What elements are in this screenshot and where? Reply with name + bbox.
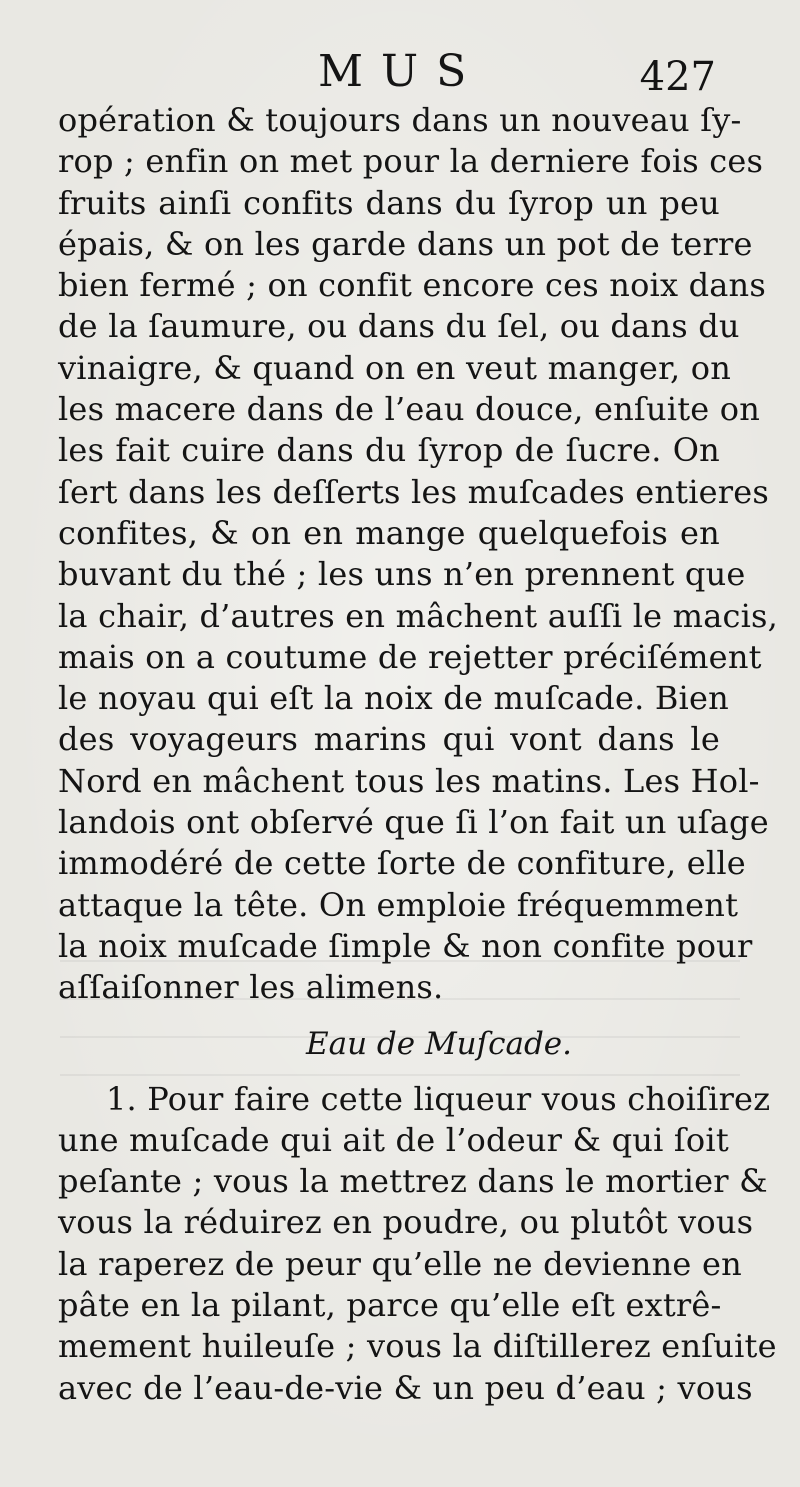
page-header: [60, 42, 716, 102]
text-line: de la ſaumure, ou dans du ſel, ou dans du: [58, 307, 740, 346]
text-line: épais, & on les garde dans un pot de terre: [58, 224, 753, 263]
text-line: buvant du thé ; les uns n’en prennent que: [58, 555, 746, 594]
page-number: 427: [639, 54, 716, 100]
text-line: avec de l’eau-de-vie & un peu d’eau ; vous: [58, 1368, 753, 1407]
text-line: confites, & on en mange quelquefois en: [58, 513, 720, 552]
text-line: des voyageurs marins qui vont dans le: [58, 720, 720, 759]
body-text: [58, 100, 779, 1409]
text-line: opération & toujours dans un nouveau ſy-: [58, 101, 742, 139]
text-line: les fait cuire dans du ſyrop de ſucre. On: [58, 431, 720, 470]
text-line: peſante ; vous la mettrez dans le mortier &: [58, 1162, 768, 1201]
text-line: immodéré de cette ſorte de confiture, elle: [58, 844, 746, 883]
text-line: landois ont obſervé que ſi l’on fait un uſage: [58, 803, 769, 842]
text-line: le noyau qui eſt la noix de muſcade. Bien: [58, 679, 729, 718]
text-line: la raperez de peur qu’elle ne devienne en: [58, 1244, 742, 1283]
text-line: la chair, d’autres en mâchent auſſi le macis,: [58, 596, 779, 635]
text-line: vous la réduirez en poudre, ou plutôt vous: [58, 1203, 754, 1242]
text-line: rop ; enfin on met pour la derniere fois ces: [58, 142, 764, 181]
text-line: mais on a coutume de rejetter préciſément: [58, 637, 762, 676]
text-line: mement huileuſe ; vous la diſtillerez enſuite: [58, 1327, 777, 1366]
text-line: attaque la tête. On emploie fréquemment: [58, 885, 739, 924]
running-head: MUS: [318, 46, 485, 97]
text-line: 1. Pour faire cette liqueur vous choiſirez: [106, 1079, 771, 1118]
paragraph-2: [58, 1079, 777, 1409]
text-line: Nord en mâchent tous les matins. Les Hol-: [58, 761, 760, 800]
text-line: une muſcade qui ait de l’odeur & qui ſoit: [58, 1120, 729, 1159]
text-line: bien fermé ; on confit encore ces noix dans: [58, 266, 766, 305]
text-line: la noix muſcade ſimple & non confite pour: [58, 926, 753, 965]
text-line: fruits ainſi confits dans du ſyrop un peu: [58, 183, 720, 222]
paragraph-1: [58, 100, 779, 1009]
text-line: pâte en la pilant, parce qu’elle eſt extrê-: [58, 1286, 722, 1325]
text-line: aſſaiſonner les alimens.: [58, 968, 444, 1007]
section-title: Eau de Muſcade.: [305, 1025, 573, 1062]
text-line: les macere dans de l’eau douce, enſuite on: [58, 390, 761, 429]
text-line: ſert dans les deſſerts les muſcades entieres: [58, 472, 770, 511]
text-line: vinaigre, & quand on en veut manger, on: [58, 348, 732, 387]
